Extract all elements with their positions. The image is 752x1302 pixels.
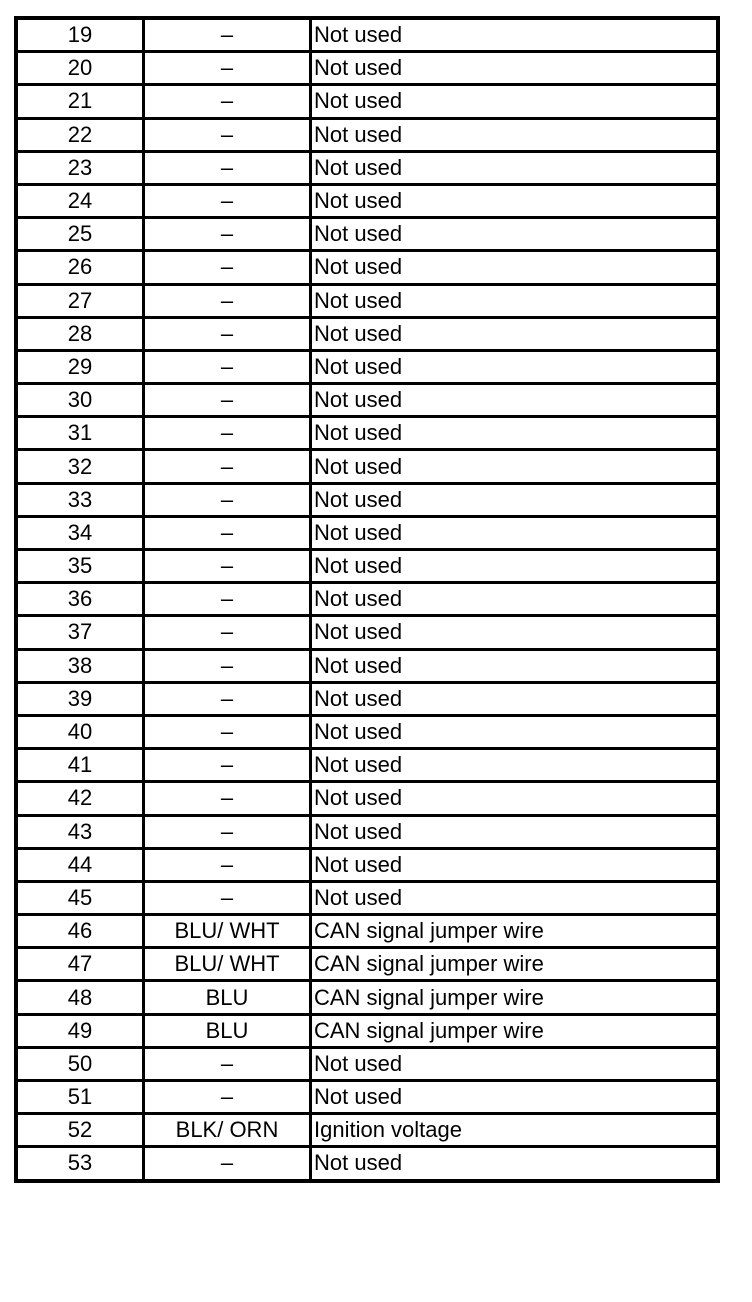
table-row (16, 881, 718, 914)
pin-number-cell: 45 (16, 881, 144, 914)
circuit-description-cell: CAN signal jumper wire (311, 981, 719, 1014)
wire-color-cell: – (144, 151, 311, 184)
pin-number-cell: 36 (16, 583, 144, 616)
circuit-description-cell: Not used (311, 118, 719, 151)
pin-number-cell: 31 (16, 417, 144, 450)
table-row (16, 384, 718, 417)
wire-color-cell: – (144, 1047, 311, 1080)
table-row (16, 848, 718, 881)
table-row (16, 516, 718, 549)
wire-color-cell: – (144, 450, 311, 483)
wire-color-cell: BLK/ ORN (144, 1114, 311, 1147)
table-row (16, 715, 718, 748)
table-row (16, 550, 718, 583)
pin-number-cell: 29 (16, 350, 144, 383)
pin-number-cell: 28 (16, 317, 144, 350)
pin-number-cell: 47 (16, 948, 144, 981)
circuit-description-cell: Not used (311, 85, 719, 118)
circuit-description-cell: Not used (311, 450, 719, 483)
pin-number-cell: 53 (16, 1147, 144, 1181)
wire-color-cell: – (144, 483, 311, 516)
circuit-description-cell: Ignition voltage (311, 1114, 719, 1147)
circuit-description-cell: Not used (311, 583, 719, 616)
circuit-description-cell: CAN signal jumper wire (311, 1014, 719, 1047)
table-row (16, 583, 718, 616)
pin-number-cell: 40 (16, 715, 144, 748)
table-row (16, 649, 718, 682)
wire-color-cell: – (144, 516, 311, 549)
circuit-description-cell: Not used (311, 284, 719, 317)
table-row (16, 85, 718, 118)
table-row (16, 1014, 718, 1047)
table-row (16, 284, 718, 317)
table-row (16, 1081, 718, 1114)
table-row (16, 749, 718, 782)
pin-number-cell: 46 (16, 915, 144, 948)
circuit-description-cell: CAN signal jumper wire (311, 948, 719, 981)
connector-pinout-table (14, 16, 720, 1183)
pin-number-cell: 43 (16, 815, 144, 848)
circuit-description-cell: Not used (311, 350, 719, 383)
circuit-description-cell: Not used (311, 516, 719, 549)
table-row (16, 350, 718, 383)
circuit-description-cell: Not used (311, 184, 719, 217)
pin-number-cell: 38 (16, 649, 144, 682)
table-row (16, 815, 718, 848)
table-row (16, 450, 718, 483)
circuit-description-cell: Not used (311, 384, 719, 417)
wire-color-cell: – (144, 284, 311, 317)
table-row (16, 317, 718, 350)
table-row (16, 1114, 718, 1147)
pin-number-cell: 19 (16, 18, 144, 52)
table-row (16, 218, 718, 251)
table-row (16, 417, 718, 450)
wire-color-cell: – (144, 715, 311, 748)
wire-color-cell: – (144, 815, 311, 848)
circuit-description-cell: CAN signal jumper wire (311, 915, 719, 948)
circuit-description-cell: Not used (311, 317, 719, 350)
wire-color-cell: BLU (144, 1014, 311, 1047)
wire-color-cell: BLU/ WHT (144, 915, 311, 948)
wire-color-cell: – (144, 682, 311, 715)
table-row (16, 782, 718, 815)
circuit-description-cell: Not used (311, 848, 719, 881)
pin-number-cell: 27 (16, 284, 144, 317)
pin-number-cell: 49 (16, 1014, 144, 1047)
pin-number-cell: 34 (16, 516, 144, 549)
pin-number-cell: 23 (16, 151, 144, 184)
circuit-description-cell: Not used (311, 616, 719, 649)
table-row (16, 184, 718, 217)
circuit-description-cell: Not used (311, 649, 719, 682)
pin-number-cell: 26 (16, 251, 144, 284)
pin-number-cell: 30 (16, 384, 144, 417)
pin-number-cell: 50 (16, 1047, 144, 1080)
wire-color-cell: – (144, 1081, 311, 1114)
wire-color-cell: – (144, 350, 311, 383)
pin-number-cell: 20 (16, 52, 144, 85)
pin-number-cell: 44 (16, 848, 144, 881)
table-row (16, 1047, 718, 1080)
pin-number-cell: 41 (16, 749, 144, 782)
circuit-description-cell: Not used (311, 251, 719, 284)
table-row (16, 18, 718, 52)
circuit-description-cell: Not used (311, 815, 719, 848)
circuit-description-cell: Not used (311, 218, 719, 251)
circuit-description-cell: Not used (311, 417, 719, 450)
wire-color-cell: – (144, 782, 311, 815)
circuit-description-cell: Not used (311, 749, 719, 782)
wire-color-cell: – (144, 118, 311, 151)
table-row (16, 682, 718, 715)
table-row (16, 981, 718, 1014)
circuit-description-cell: Not used (311, 782, 719, 815)
wire-color-cell: – (144, 649, 311, 682)
table-row (16, 915, 718, 948)
wire-color-cell: – (144, 848, 311, 881)
wire-color-cell: – (144, 384, 311, 417)
pin-number-cell: 25 (16, 218, 144, 251)
pin-number-cell: 22 (16, 118, 144, 151)
pin-number-cell: 39 (16, 682, 144, 715)
circuit-description-cell: Not used (311, 1147, 719, 1181)
pin-number-cell: 21 (16, 85, 144, 118)
wire-color-cell: – (144, 218, 311, 251)
wire-color-cell: – (144, 251, 311, 284)
pin-number-cell: 52 (16, 1114, 144, 1147)
circuit-description-cell: Not used (311, 52, 719, 85)
table-row (16, 483, 718, 516)
table-row (16, 52, 718, 85)
circuit-description-cell: Not used (311, 682, 719, 715)
pin-number-cell: 37 (16, 616, 144, 649)
circuit-description-cell: Not used (311, 151, 719, 184)
pin-number-cell: 32 (16, 450, 144, 483)
circuit-description-cell: Not used (311, 1081, 719, 1114)
table-row (16, 1147, 718, 1181)
circuit-description-cell: Not used (311, 715, 719, 748)
circuit-description-cell: Not used (311, 1047, 719, 1080)
pin-number-cell: 33 (16, 483, 144, 516)
table-row (16, 151, 718, 184)
wire-color-cell: – (144, 18, 311, 52)
pin-number-cell: 24 (16, 184, 144, 217)
wire-color-cell: – (144, 85, 311, 118)
wire-color-cell: – (144, 749, 311, 782)
circuit-description-cell: Not used (311, 483, 719, 516)
wire-color-cell: – (144, 52, 311, 85)
table-row (16, 118, 718, 151)
pin-number-cell: 35 (16, 550, 144, 583)
wire-color-cell: – (144, 616, 311, 649)
circuit-description-cell: Not used (311, 18, 719, 52)
wire-color-cell: BLU (144, 981, 311, 1014)
wire-color-cell: – (144, 881, 311, 914)
wire-color-cell: – (144, 1147, 311, 1181)
circuit-description-cell: Not used (311, 881, 719, 914)
pin-number-cell: 48 (16, 981, 144, 1014)
wire-color-cell: BLU/ WHT (144, 948, 311, 981)
wire-color-cell: – (144, 583, 311, 616)
wire-color-cell: – (144, 184, 311, 217)
circuit-description-cell: Not used (311, 550, 719, 583)
table-row (16, 616, 718, 649)
pin-number-cell: 42 (16, 782, 144, 815)
wire-color-cell: – (144, 550, 311, 583)
pinout-table-body (16, 18, 718, 1181)
wire-color-cell: – (144, 317, 311, 350)
pin-number-cell: 51 (16, 1081, 144, 1114)
wire-color-cell: – (144, 417, 311, 450)
table-row (16, 251, 718, 284)
table-row (16, 948, 718, 981)
